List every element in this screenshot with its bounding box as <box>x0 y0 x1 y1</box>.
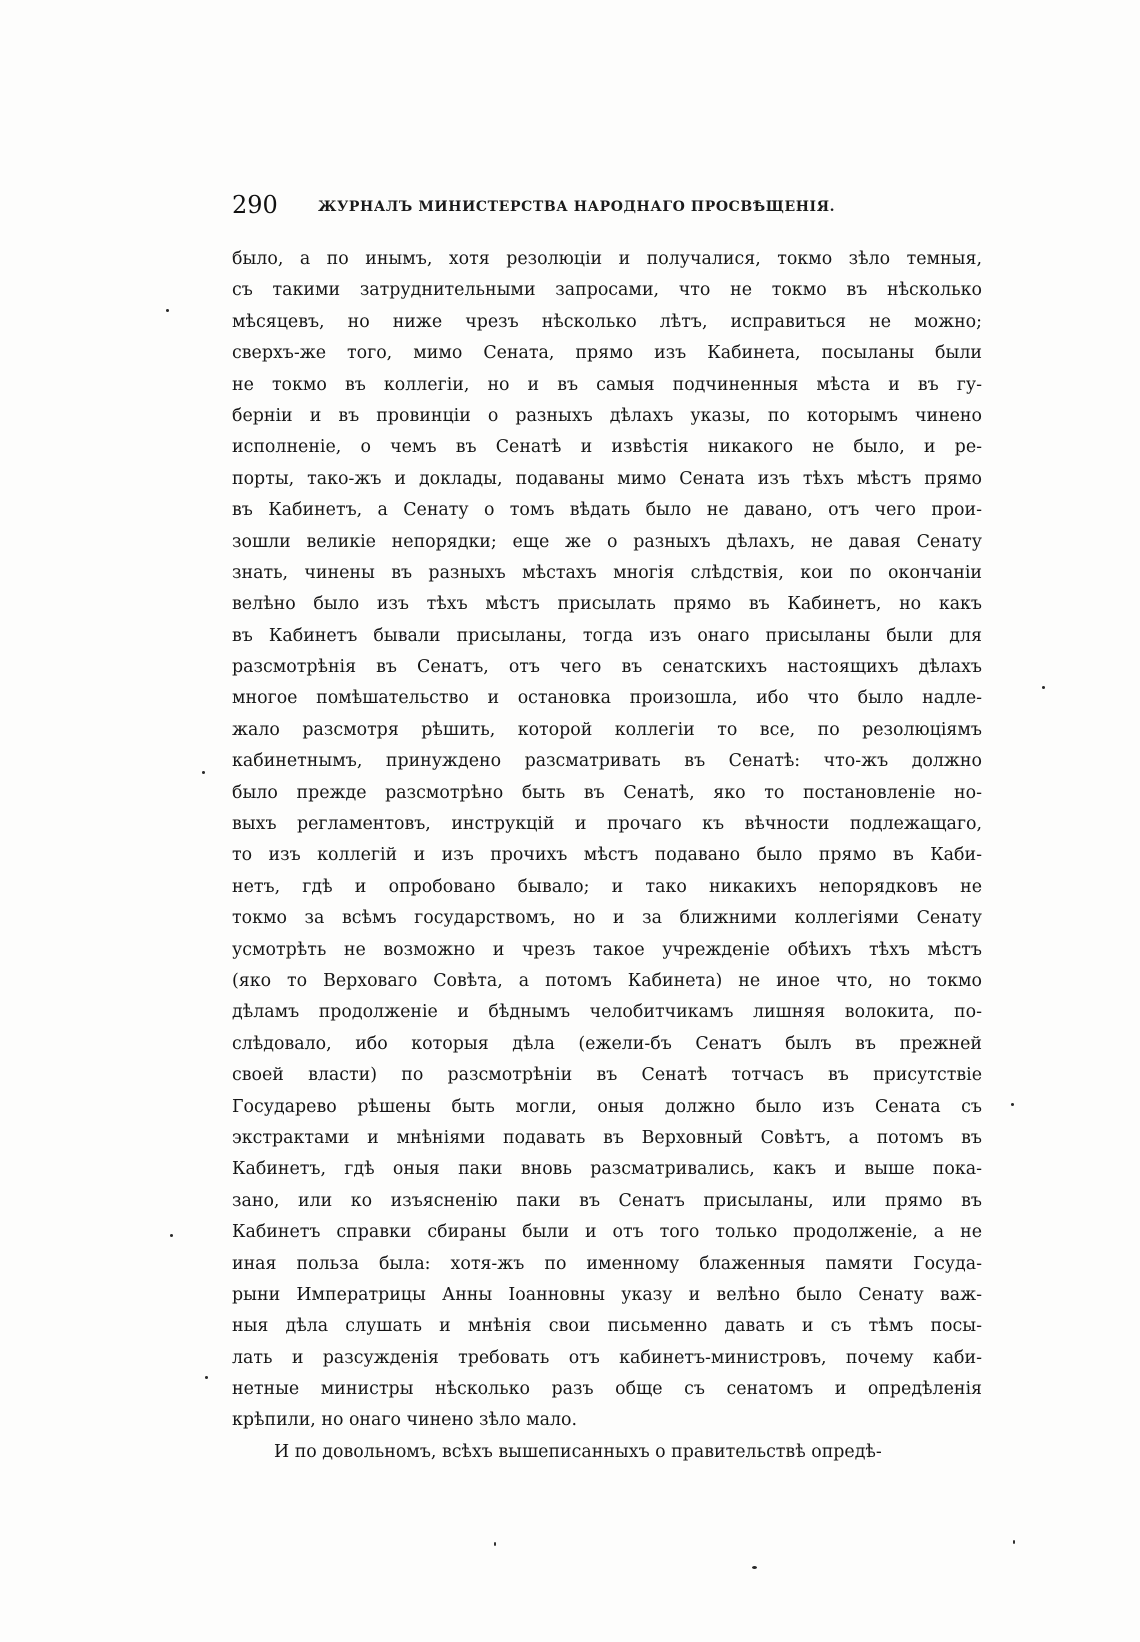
text-line: своей власти) по разсмотрѣніи въ Сенатѣ тотчасъ въ присутствіе <box>232 1065 982 1086</box>
text-line: съ такими затруднительными запросами, что не токмо въ нѣсколько <box>232 280 982 301</box>
text-line: знать, чинены въ разныхъ мѣстахъ многія слѣдствія, кои по окончаніи <box>232 562 982 583</box>
text-line: сверхъ-же того, мимо Сената, прямо изъ Кабинета, посыланы были <box>232 343 982 364</box>
text-line: крѣпили, но онаго чинено зѣло мало. <box>232 1410 578 1431</box>
text-line: кабинетнымъ, принуждено разсматривать въ Сенатѣ: что-жъ должно <box>232 751 982 772</box>
text-line: разсмотрѣнія въ Сенатъ, отъ чего въ сенатскихъ настоящихъ дѣлахъ <box>232 657 982 678</box>
text-line: лать и разсужденія требовать отъ кабинетъ-министровъ, почему каби- <box>232 1347 982 1368</box>
text-line: Государево рѣшены быть могли, оныя должно было изъ Сената съ <box>232 1096 982 1117</box>
text-line: экстрактами и мнѣніями подавать въ Верховный Совѣтъ, а потомъ въ <box>232 1127 982 1148</box>
body-text <box>232 244 982 1468</box>
text-line: жало разсмотря рѣшить, которой коллегіи то все, по резолюціямъ <box>232 719 982 740</box>
text-line: И по довольномъ, всѣхъ вышеписанныхъ о правительствѣ опредѣ- <box>274 1441 882 1462</box>
text-line: Кабинетъ справки сбираны были и отъ того только продолженіе, а не <box>232 1222 982 1243</box>
text-line: берніи и въ провинціи о разныхъ дѣлахъ указы, по которымъ чинено <box>232 405 982 426</box>
text-line: велѣно было изъ тѣхъ мѣстъ присылать прямо въ Кабинетъ, но какъ <box>232 594 982 615</box>
text-line: рыни Императрицы Анны Іоанновны указу и велѣно было Сенату важ- <box>232 1284 982 1305</box>
text-line: многое помѣшательство и остановка произошла, ибо что было надле- <box>232 688 982 709</box>
text-line: дѣламъ продолженіе и бѣднымъ челобитчикамъ лишняя волокита, по- <box>232 1002 982 1023</box>
scan-speck <box>205 1376 208 1379</box>
text-line: порты, тако-жъ и доклады, подаваны мимо Сената изъ тѣхъ мѣстъ прямо <box>232 468 982 489</box>
text-line: въ Кабинетъ, а Сенату о томъ вѣдать было не давано, отъ чего прои- <box>232 500 982 521</box>
text-line: нетные министры нѣсколько разъ обще съ сенатомъ и опредѣленія <box>232 1379 982 1400</box>
text-line: токмо за всѣмъ государствомъ, но и за ближними коллегіями Сенату <box>232 908 982 929</box>
running-head: ЖУРНАЛЪ МИНИСТЕРСТВА НАРОДНАГО ПРОСВѢЩЕНІЯ. <box>318 199 836 215</box>
scan-speck <box>752 1566 757 1569</box>
text-line: слѣдовало, ибо которыя дѣла (ежели-бъ Сенатъ былъ въ прежней <box>232 1033 982 1054</box>
scan-speck <box>1042 686 1045 689</box>
text-line: ныя дѣла слушать и мнѣнія свои письменно давать и съ тѣмъ посы- <box>232 1316 982 1337</box>
text-line: иная польза была: хотя-жъ по именному блаженныя памяти Госуда- <box>232 1253 982 1274</box>
scan-speck <box>1011 1103 1014 1106</box>
text-line: Кабинетъ, гдѣ оныя паки вновь разсматривались, какъ и выше пока- <box>232 1159 982 1180</box>
text-line: усмотрѣть не возможно и чрезъ такое учрежденіе обѣихъ тѣхъ мѣстъ <box>232 939 982 960</box>
page-header <box>232 190 882 224</box>
text-line: было, а по инымъ, хотя резолюціи и получалися, токмо зѣло темныя, <box>232 249 982 269</box>
scan-speck <box>494 1542 496 1546</box>
text-line: было прежде разсмотрѣно быть въ Сенатѣ, яко то постановленіе но- <box>232 782 982 803</box>
text-line: не токмо въ коллегіи, но и въ самыя подчиненныя мѣста и въ гу- <box>232 374 982 395</box>
scan-speck <box>202 771 205 774</box>
text-line: зошли великіе непорядки; еще же о разныхъ дѣлахъ, не давая Сенату <box>232 531 982 552</box>
scan-speck <box>1013 1540 1015 1544</box>
text-line: нетъ, гдѣ и опробовано бывало; и тако никакихъ непорядковъ не <box>232 876 982 897</box>
page-number: 290 <box>232 191 278 219</box>
text-line: въ Кабинетъ бывали присыланы, тогда изъ онаго присыланы были для <box>232 625 982 646</box>
text-line: исполненіе, о чемъ въ Сенатѣ и извѣстія никакого не было, и ре- <box>232 437 982 458</box>
text-line: то изъ коллегій и изъ прочихъ мѣстъ подавано было прямо въ Каби- <box>232 845 982 866</box>
scan-speck <box>170 1234 173 1237</box>
text-line: выхъ регламентовъ, инструкцій и прочаго къ вѣчности подлежащаго, <box>232 814 982 835</box>
text-line: зано, или ко изъясненію паки въ Сенатъ присыланы, или прямо въ <box>232 1190 982 1211</box>
text-line: мѣсяцевъ, но ниже чрезъ нѣсколько лѣтъ, исправиться не можно; <box>232 311 982 332</box>
text-line: (яко то Верховаго Совѣта, а потомъ Кабинета) не иное что, но токмо <box>232 970 982 991</box>
scan-speck <box>166 309 169 312</box>
